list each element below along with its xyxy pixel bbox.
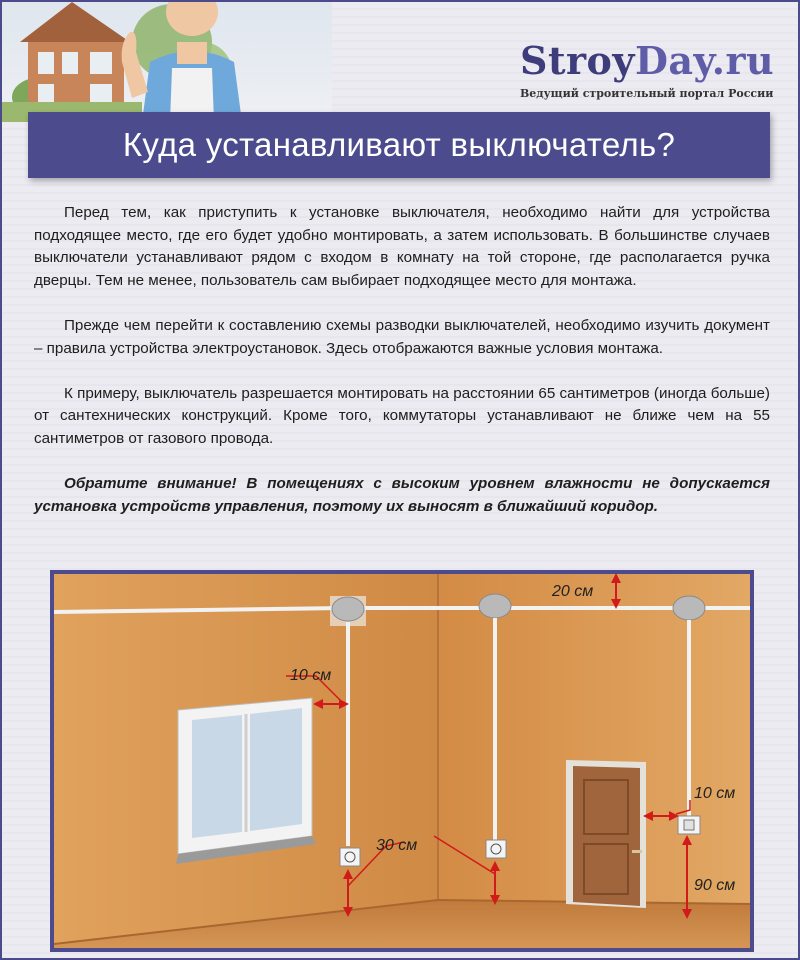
article-title: Куда устанавливают выключатель? xyxy=(122,126,676,163)
paragraph-rules: Прежде чем перейти к составлению схемы разводки выключателей, необходимо изучить документ – правила устройства электроустановок. Здесь отображаются важные условия монтажа. xyxy=(34,316,770,357)
label-ceiling-gap: 20 см xyxy=(552,583,594,600)
label-door-gap: 10 см xyxy=(694,785,736,802)
label-switch-height: 90 см xyxy=(694,877,736,894)
note-paragraph: Обратите внимание! В помещениях с высоким уровнем влажности не допускается установка устройств управления, поэтому их выносят в ближайший коридор. xyxy=(34,475,770,515)
paragraph-distances: К примеру, выключатель разрешается монтировать на расстоянии 65 сантиметров (иногда больше) от сантехнических конструкций. Кроме того, коммутаторы устанавливают не ближе чем на 55 сантиметров от газового провода. xyxy=(34,384,770,447)
label-window-gap: 10 см xyxy=(290,667,332,684)
paragraph-location: Перед тем, как приступить к установке выключателя, необходимо найти для устройства подходящее место, где его будет удобно монтировать, а затем использовать. В большинстве случаев выключатели устанавливают рядом с входом в комнату на той стороне, где располагается ручка дверцы. Тем не менее, пользователь сам выбирает подходящее место для монтажа. xyxy=(34,204,770,289)
label-floor-gap: 30 см xyxy=(376,837,418,854)
logo-tagline: Ведущий строительный портал России xyxy=(520,87,774,100)
logo-text: StroyDay.ru xyxy=(520,38,775,83)
